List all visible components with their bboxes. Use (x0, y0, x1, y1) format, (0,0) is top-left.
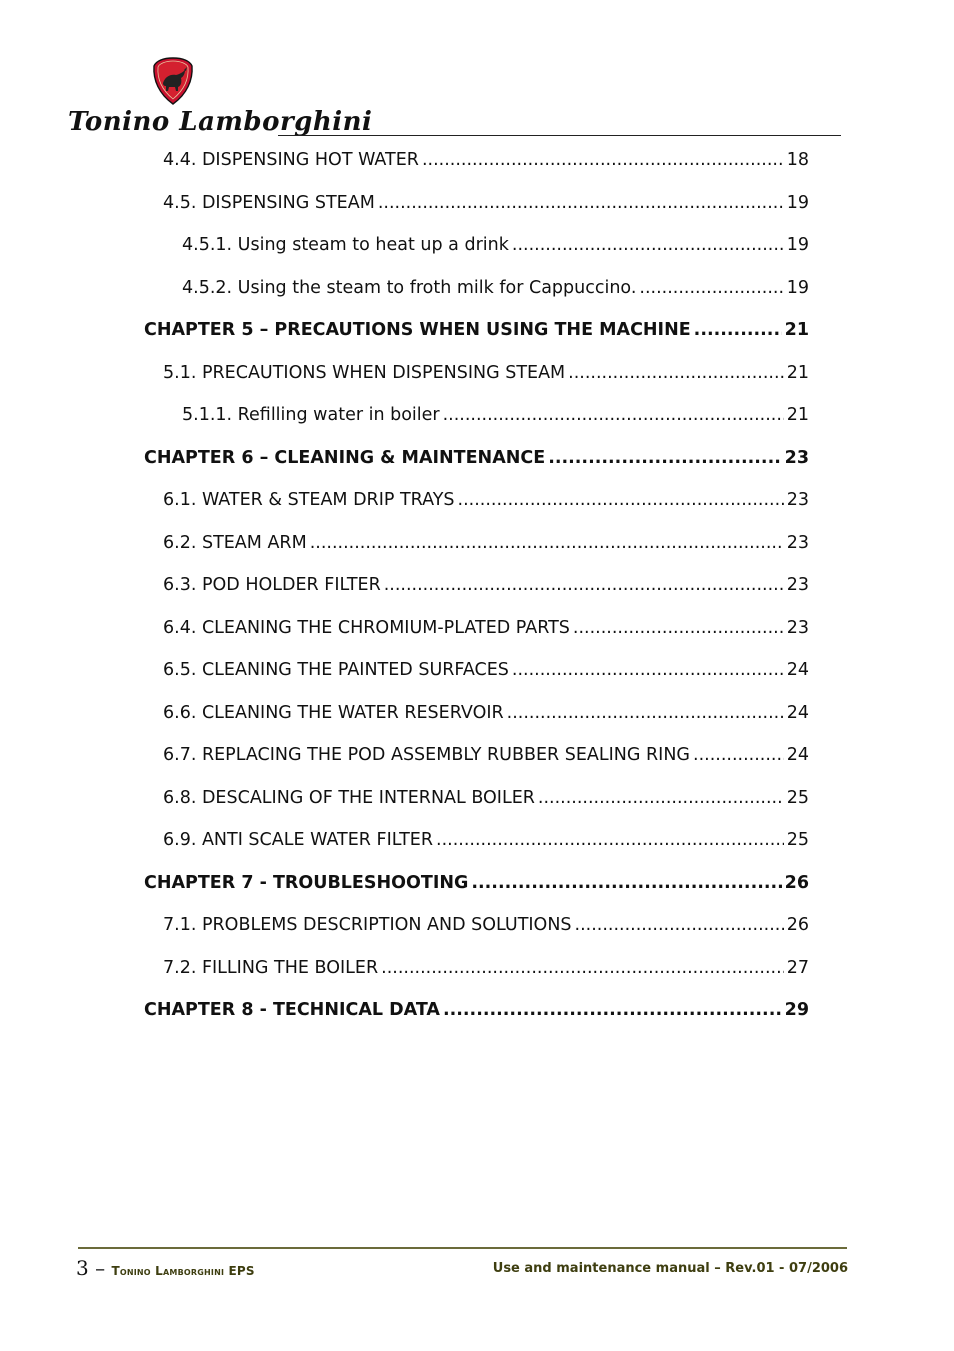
toc-dot-leader (548, 448, 781, 468)
toc-entry-page: 23 (786, 617, 809, 638)
toc-entry[interactable] (182, 235, 809, 259)
brand-wordmark: Tonino Lamborghini (68, 107, 373, 137)
toc-entry-page: 23 (784, 447, 809, 468)
toc-entry-page: 21 (786, 362, 809, 383)
toc-dot-leader (378, 193, 784, 213)
toc-entry[interactable] (163, 363, 809, 387)
toc-dot-leader (538, 788, 784, 808)
toc-entry-title: CHAPTER 8 - TECHNICAL DATA (144, 1000, 440, 1020)
toc-entry-title: 6.5. CLEANING THE PAINTED SURFACES (163, 660, 509, 680)
toc-entry-page: 19 (786, 277, 809, 298)
footer-brand: Tonino Lamborghini EPS (111, 1264, 255, 1278)
toc-entry-title: 4.5.2. Using the steam to froth milk for Cappuccino. (182, 277, 637, 298)
toc-entry[interactable] (163, 915, 809, 939)
toc-dot-leader (458, 490, 784, 510)
toc-entry[interactable] (163, 745, 809, 769)
toc-dot-leader (422, 150, 784, 170)
toc-entry-page: 23 (786, 490, 809, 510)
footer-manual-revision: Use and maintenance manual – Rev.01 - 07/2006 (492, 1261, 848, 1276)
toc-entry-title: CHAPTER 7 - TROUBLESHOOTING (144, 872, 469, 893)
toc-dot-leader (443, 405, 784, 425)
toc-dot-leader (384, 575, 784, 595)
toc-entry-title: 4.5.1. Using steam to heat up a drink (182, 235, 509, 255)
toc-dot-leader (507, 703, 784, 723)
toc-entry-page: 25 (786, 787, 809, 808)
toc-dot-leader (436, 830, 784, 850)
lamborghini-shield-logo (151, 56, 195, 106)
toc-dot-leader (575, 915, 784, 935)
toc-entry-page: 25 (786, 830, 809, 850)
toc-entry-title: 6.2. STEAM ARM (163, 532, 307, 553)
toc-dot-leader (310, 533, 784, 553)
toc-entry-page: 18 (786, 150, 809, 170)
toc-entry-title: 6.9. ANTI SCALE WATER FILTER (163, 830, 434, 850)
toc-entry-title: 6.4. CLEANING THE CHROMIUM-PLATED PARTS (163, 617, 570, 638)
toc-entry-page: 26 (786, 915, 809, 935)
toc-entry-title: 5.1.1. Refilling water in boiler (182, 405, 440, 425)
toc-entry[interactable] (163, 703, 809, 727)
toc-entry[interactable] (163, 150, 809, 174)
toc-entry-title: 6.3. POD HOLDER FILTER (163, 575, 381, 595)
toc-dot-leader (568, 363, 784, 383)
toc-dot-leader (512, 235, 784, 255)
toc-entry[interactable] (163, 575, 809, 599)
toc-entry[interactable] (144, 320, 809, 344)
toc-entry[interactable] (144, 1000, 809, 1024)
toc-entry-page: 19 (786, 192, 809, 213)
toc-entry-title: 5.1. PRECAUTIONS WHEN DISPENSING STEAM (163, 362, 566, 383)
toc-entry-title: 7.1. PROBLEMS DESCRIPTION AND SOLUTIONS (163, 915, 572, 935)
toc-entry-title: 4.5. DISPENSING STEAM (163, 192, 375, 213)
toc-entry-title: 6.7. REPLACING THE POD ASSEMBLY RUBBER SEALING RING (163, 745, 690, 765)
toc-entry-page: 23 (786, 575, 809, 595)
toc-dot-leader (471, 873, 781, 893)
toc-entry-page: 21 (786, 405, 809, 425)
toc-entry-title: CHAPTER 5 – PRECAUTIONS WHEN USING THE MACHINE (144, 320, 691, 340)
toc-entry[interactable] (182, 405, 809, 429)
toc-dot-leader (443, 1000, 782, 1020)
toc-entry-page: 24 (786, 660, 809, 680)
footer-rule (78, 1247, 847, 1249)
toc-entry-page: 19 (786, 235, 809, 255)
toc-dot-leader (381, 958, 784, 978)
toc-entry-title: CHAPTER 6 – CLEANING & MAINTENANCE (144, 447, 546, 468)
toc-entry[interactable] (163, 830, 809, 854)
toc-entry[interactable] (163, 958, 809, 982)
toc-dot-leader (512, 660, 784, 680)
toc-entry[interactable] (182, 278, 809, 302)
toc-entry-page: 24 (786, 702, 809, 723)
footer-page-info (76, 1256, 255, 1280)
toc-entry-page: 24 (786, 745, 809, 765)
toc-dot-leader (573, 618, 784, 638)
header-rule (278, 135, 841, 136)
toc-entry[interactable] (163, 533, 809, 557)
toc-entry[interactable] (163, 193, 809, 217)
toc-entry-page: 26 (784, 872, 809, 893)
toc-entry[interactable] (163, 490, 809, 514)
toc-entry-title: 7.2. FILLING THE BOILER (163, 957, 379, 978)
toc-entry[interactable] (144, 873, 809, 897)
page-number: 3 – (76, 1256, 112, 1280)
toc-entry-title: 6.8. DESCALING OF THE INTERNAL BOILER (163, 787, 535, 808)
toc-entry-title: 6.1. WATER & STEAM DRIP TRAYS (163, 490, 455, 510)
toc-entry-page: 27 (786, 957, 809, 978)
toc-dot-leader (639, 278, 783, 298)
toc-dot-leader (693, 745, 784, 765)
toc-entry[interactable] (163, 618, 809, 642)
toc-entry-title: 4.4. DISPENSING HOT WATER (163, 150, 419, 170)
toc-entry[interactable] (144, 448, 809, 472)
toc-entry-page: 21 (784, 320, 809, 340)
toc-entry[interactable] (163, 788, 809, 812)
toc-dot-leader (694, 320, 782, 340)
toc-entry-title: 6.6. CLEANING THE WATER RESERVOIR (163, 702, 504, 723)
toc-entry[interactable] (163, 660, 809, 684)
toc-entry-page: 29 (784, 1000, 809, 1020)
toc-entry-page: 23 (786, 532, 809, 553)
